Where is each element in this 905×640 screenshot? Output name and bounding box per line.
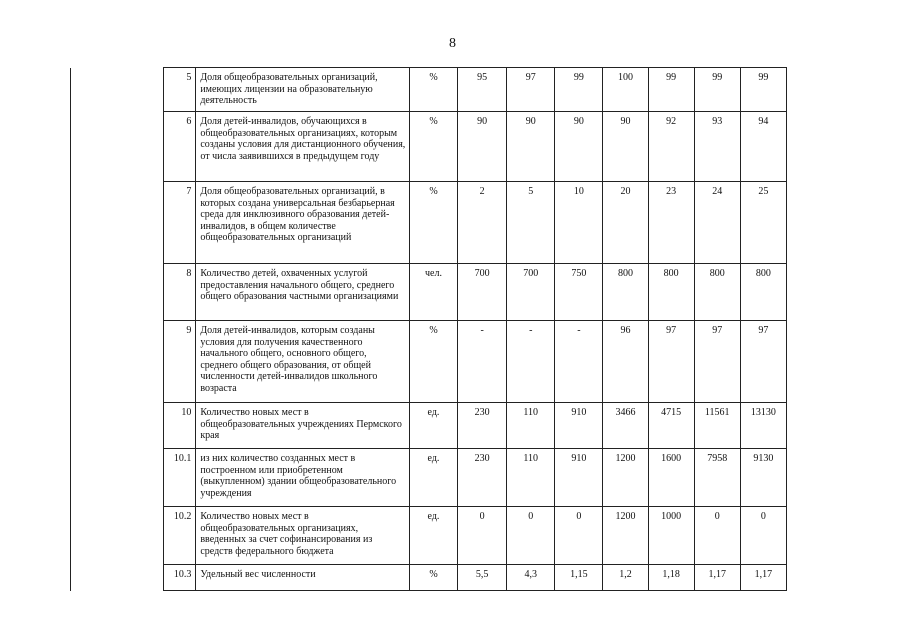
blank-cell	[71, 507, 164, 565]
value-cell: 1600	[648, 449, 694, 507]
value-cell: 13130	[740, 403, 786, 449]
value-cell: 94	[740, 112, 786, 182]
row-number: 7	[164, 182, 196, 264]
value-cell: 4715	[648, 403, 694, 449]
value-cell: 1200	[603, 507, 648, 565]
value-cell: 7958	[694, 449, 740, 507]
indicator-name: из них количество созданных мест в построенном или приобретенном (выкупленном) здании общеобразовательного учреждения	[196, 449, 410, 507]
value-cell: 1,2	[603, 565, 648, 591]
row-number: 8	[164, 264, 196, 321]
unit-cell: %	[409, 565, 457, 591]
value-cell: -	[458, 321, 507, 403]
blank-cell	[71, 565, 164, 591]
page-number: 8	[449, 36, 456, 51]
unit-cell: ед.	[409, 403, 457, 449]
row-number: 9	[164, 321, 196, 403]
value-cell: 800	[740, 264, 786, 321]
row-number: 10.2	[164, 507, 196, 565]
value-cell: 800	[694, 264, 740, 321]
value-cell: 90	[458, 112, 507, 182]
value-cell: 100	[603, 68, 648, 112]
row-number: 6	[164, 112, 196, 182]
value-cell: 11561	[694, 403, 740, 449]
value-cell: 110	[507, 403, 555, 449]
value-cell: 700	[507, 264, 555, 321]
table-row	[71, 449, 787, 507]
table-row	[71, 403, 787, 449]
unit-cell: ед.	[409, 507, 457, 565]
blank-cell	[71, 264, 164, 321]
value-cell: 97	[507, 68, 555, 112]
value-cell: 93	[694, 112, 740, 182]
value-cell: 96	[603, 321, 648, 403]
value-cell: 1,17	[694, 565, 740, 591]
value-cell: 0	[740, 507, 786, 565]
value-cell: 230	[458, 449, 507, 507]
value-cell: 0	[458, 507, 507, 565]
indicator-name: Доля общеобразовательных организаций, в которых создана универсальная безбарьерная среда для инклюзивного образования детей-инвалидов, в общем количестве общеобразовательных организаций	[196, 182, 410, 264]
value-cell: -	[507, 321, 555, 403]
table-row	[71, 112, 787, 182]
row-number: 10.1	[164, 449, 196, 507]
value-cell: 97	[694, 321, 740, 403]
value-cell: 2	[458, 182, 507, 264]
value-cell: 24	[694, 182, 740, 264]
row-number: 10.3	[164, 565, 196, 591]
table-row	[71, 182, 787, 264]
unit-cell: %	[409, 182, 457, 264]
value-cell: 5	[507, 182, 555, 264]
blank-cell	[71, 403, 164, 449]
row-number: 5	[164, 68, 196, 112]
row-number: 10	[164, 403, 196, 449]
value-cell: 99	[555, 68, 603, 112]
value-cell: 20	[603, 182, 648, 264]
blank-cell	[71, 182, 164, 264]
value-cell: 0	[694, 507, 740, 565]
table-body	[71, 68, 787, 591]
unit-cell: чел.	[409, 264, 457, 321]
value-cell: 5,5	[458, 565, 507, 591]
value-cell: 3466	[603, 403, 648, 449]
indicator-name: Удельный вес численности	[196, 565, 410, 591]
value-cell: 800	[603, 264, 648, 321]
value-cell: 90	[603, 112, 648, 182]
value-cell: 10	[555, 182, 603, 264]
unit-cell: %	[409, 68, 457, 112]
value-cell: 0	[507, 507, 555, 565]
unit-cell: ед.	[409, 449, 457, 507]
table-row	[71, 507, 787, 565]
value-cell: 25	[740, 182, 786, 264]
value-cell: 99	[740, 68, 786, 112]
value-cell: -	[555, 321, 603, 403]
value-cell: 0	[555, 507, 603, 565]
value-cell: 9130	[740, 449, 786, 507]
value-cell: 1000	[648, 507, 694, 565]
value-cell: 23	[648, 182, 694, 264]
table-row	[71, 68, 787, 112]
indicator-name: Доля детей-инвалидов, обучающихся в общеобразовательных организациях, которым созданы условия для дистанционного обучения, от числа заявившихся в предыдущем году	[196, 112, 410, 182]
indicators-table	[70, 67, 787, 591]
indicator-name: Количество новых мест в общеобразовательных организациях, введенных за счет софинансирования из средств федерального бюджета	[196, 507, 410, 565]
value-cell: 90	[507, 112, 555, 182]
table-row	[71, 321, 787, 403]
indicator-name: Доля детей-инвалидов, которым созданы условия для получения качественного начального общего, основного общего, среднего общего образования, от общей численности детей-инвалидов школьного возраста	[196, 321, 410, 403]
value-cell: 910	[555, 449, 603, 507]
value-cell: 99	[694, 68, 740, 112]
value-cell: 97	[648, 321, 694, 403]
value-cell: 910	[555, 403, 603, 449]
value-cell: 95	[458, 68, 507, 112]
value-cell: 1,15	[555, 565, 603, 591]
unit-cell: %	[409, 112, 457, 182]
blank-cell	[71, 449, 164, 507]
unit-cell: %	[409, 321, 457, 403]
value-cell: 1,17	[740, 565, 786, 591]
blank-cell	[71, 112, 164, 182]
value-cell: 800	[648, 264, 694, 321]
indicator-name: Доля общеобразовательных организаций, имеющих лицензии на образовательную деятельность	[196, 68, 410, 112]
table-row	[71, 264, 787, 321]
value-cell: 92	[648, 112, 694, 182]
blank-cell	[71, 321, 164, 403]
value-cell: 97	[740, 321, 786, 403]
indicator-name: Количество новых мест в общеобразовательных учреждениях Пермского края	[196, 403, 410, 449]
blank-cell	[71, 68, 164, 112]
value-cell: 99	[648, 68, 694, 112]
value-cell: 4,3	[507, 565, 555, 591]
value-cell: 1200	[603, 449, 648, 507]
value-cell: 1,18	[648, 565, 694, 591]
value-cell: 90	[555, 112, 603, 182]
table-row	[71, 565, 787, 591]
indicator-name: Количество детей, охваченных услугой предоставления начального общего, среднего общего образования частными организациями	[196, 264, 410, 321]
value-cell: 230	[458, 403, 507, 449]
value-cell: 110	[507, 449, 555, 507]
value-cell: 700	[458, 264, 507, 321]
value-cell: 750	[555, 264, 603, 321]
